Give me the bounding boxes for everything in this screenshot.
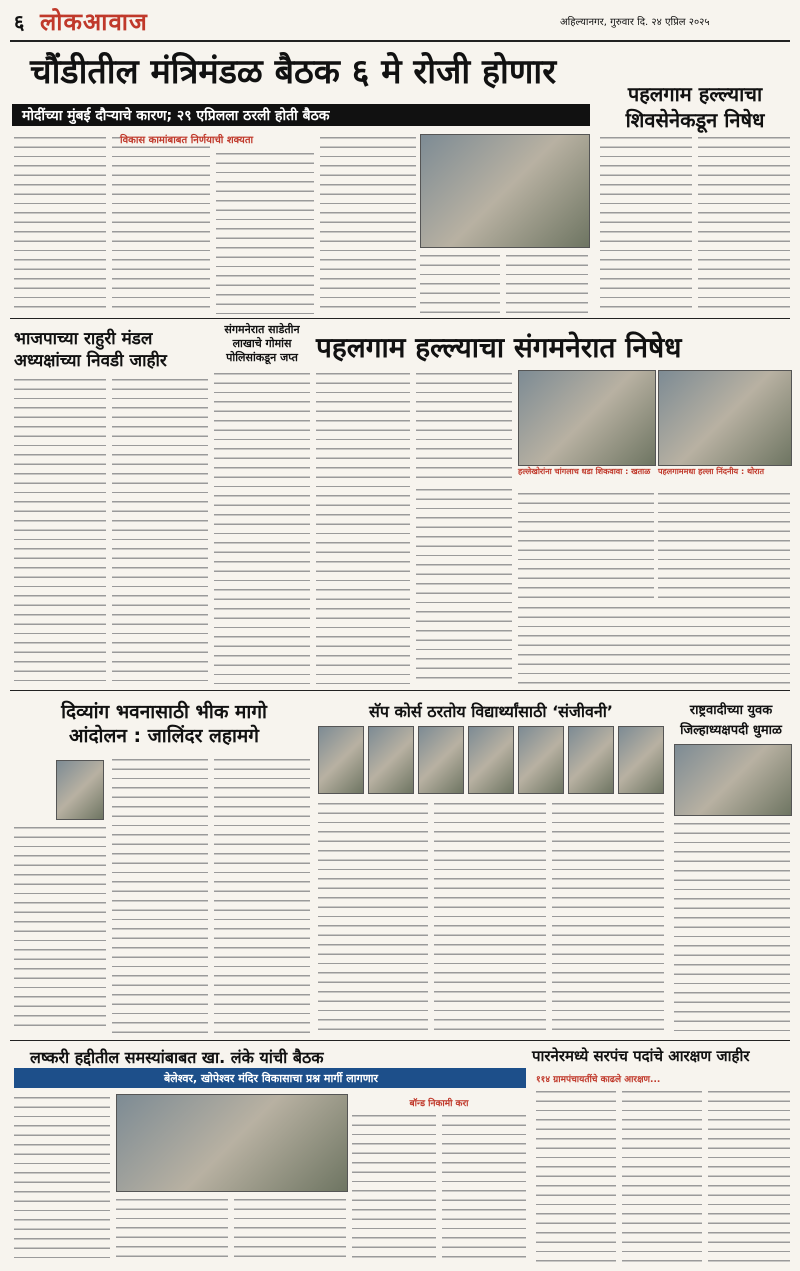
lanke-text-col2	[116, 1196, 228, 1264]
sangamner-police-headline-3: पोलिसांकडून जप्त	[226, 351, 298, 364]
paper-name: लोकआवाज	[40, 8, 148, 36]
bjp-rahuri-text-col2	[112, 376, 208, 684]
masthead-rule	[10, 40, 790, 42]
lanke-headline: लष्करी हद्दीतील समस्यांबाबत खा. लंके यांची बैठक	[30, 1048, 324, 1067]
page-number: ६	[14, 10, 25, 34]
lanke-photo	[116, 1094, 348, 1192]
lead-inset-title: विकास कामांबाबत निर्णयाची शक्यता	[120, 132, 320, 146]
sanjivani-text-col3	[552, 800, 664, 1034]
rashtravadi-headline-1: राष्ट्रवादीच्या युवक	[689, 703, 773, 718]
sanjivani-text-col1	[318, 800, 428, 1034]
lead-subheadline: मोदींच्या मुंबई दौऱ्याचे कारण; २९ एप्रिलला ठरली होती बैठक	[22, 108, 330, 124]
lead-text-col1	[14, 134, 106, 314]
student-photo	[618, 726, 664, 794]
shivsena-headline-1: पहलगाम हल्ल्याचा	[627, 82, 763, 106]
rashtravadi-photo	[674, 744, 792, 816]
bjp-rahuri-headline-1: भाजपाच्या राहुरी मंडल	[14, 329, 153, 349]
pahalgam-text-col1	[316, 370, 410, 684]
lead-text-col2	[112, 134, 210, 314]
divyang-text-col1	[14, 824, 106, 1034]
sangamner-police-text	[214, 370, 310, 684]
pahalgam-text-col5	[658, 490, 790, 600]
lanke-text-col4	[442, 1112, 526, 1264]
pahalgam-sangamner-headline: पहलगाम हल्ल्याचा संगमनेरात निषेध	[316, 331, 682, 364]
parner-text-col3	[708, 1088, 790, 1264]
parner-sub-label: ११४ ग्रामपंचायतींचे काढले आरक्षण...	[536, 1075, 661, 1085]
pahalgam-photo-1	[518, 370, 656, 466]
divyang-photo	[56, 760, 104, 820]
sangamner-police-headline-1: संगमनेरात साडेतीन	[224, 323, 300, 336]
pahalgam-text-col4	[518, 490, 654, 600]
sangamner-police-headline-2: लाखाचे गोमांस	[232, 337, 292, 350]
sanjivani-photo-row	[318, 726, 664, 794]
sanjivani-text-col2	[434, 800, 546, 1034]
pahalgam-photo1-caption: हल्लेखोरांना चांगलाच धडा शिकवावा : खताळ	[518, 467, 651, 476]
pahalgam-text-col6	[518, 604, 790, 684]
shivsena-text-col1	[600, 134, 692, 314]
lead-text-col6	[506, 252, 588, 314]
divyang-text-col3	[214, 756, 310, 1034]
student-photo	[518, 726, 564, 794]
lead-text-col5	[420, 252, 500, 314]
student-photo	[318, 726, 364, 794]
parner-text-col2	[622, 1088, 702, 1264]
lanke-text-col3	[234, 1196, 346, 1264]
divyang-text-col2	[112, 756, 208, 1034]
student-photo	[418, 726, 464, 794]
lead-text-col4	[320, 134, 416, 314]
section-rule-3	[10, 1040, 790, 1041]
student-photo	[368, 726, 414, 794]
divyang-headline-1: दिव्यांग भवनासाठी भीक मागो	[61, 701, 267, 723]
lead-text-col3	[216, 150, 314, 314]
rashtravadi-headline-2: जिल्हाध्यक्षपदी धुमाळ	[680, 723, 782, 738]
pahalgam-photo-2	[658, 370, 792, 466]
shivsena-headline-2: शिवसेनेकडून निषेध	[625, 108, 765, 132]
bjp-rahuri-headline-2: अध्यक्षांच्या निवडी जाहीर	[14, 351, 167, 371]
lead-headline: चौंडीतील मंत्रिमंडळ बैठक ६ मे रोजी होणार	[30, 52, 557, 92]
bjp-rahuri-text-col1	[14, 376, 106, 684]
divyang-headline-2: आंदोलन : जालिंदर लहामगे	[69, 725, 259, 747]
pahalgam-text-col3	[416, 486, 512, 684]
parner-text-col1	[536, 1088, 616, 1264]
shivsena-text-col2	[698, 134, 790, 314]
lead-photo	[420, 134, 590, 248]
rashtravadi-text	[674, 820, 790, 1034]
pahalgam-photo2-caption: पहलगाममधा हल्ला निंदनीय : थोरात	[658, 467, 765, 476]
section-rule-2	[10, 690, 790, 691]
student-photo	[468, 726, 514, 794]
section-rule-1	[10, 318, 790, 319]
student-photo	[568, 726, 614, 794]
dateline: अहिल्यानगर, गुरुवार दि. २४ एप्रिल २०२५	[560, 17, 710, 28]
lanke-box-text	[352, 1112, 436, 1264]
lanke-text-col1	[14, 1094, 110, 1264]
pahalgam-text-col2	[416, 370, 512, 480]
lanke-subheadline: बेलेश्वर, खोपेश्वर मंदिर विकासाचा प्रश्न मार्गी लागणार	[163, 1072, 379, 1085]
sanjivani-headline: सॅप कोर्स ठरतोय विद्यार्थ्यांसाठी ‘संजीवनी’	[369, 702, 613, 721]
parner-headline: पारनेरमध्ये सरपंच पदांचे आरक्षण जाहीर	[532, 1047, 750, 1065]
lanke-box-title: बॉन्ड निकामी करा	[409, 1099, 469, 1109]
